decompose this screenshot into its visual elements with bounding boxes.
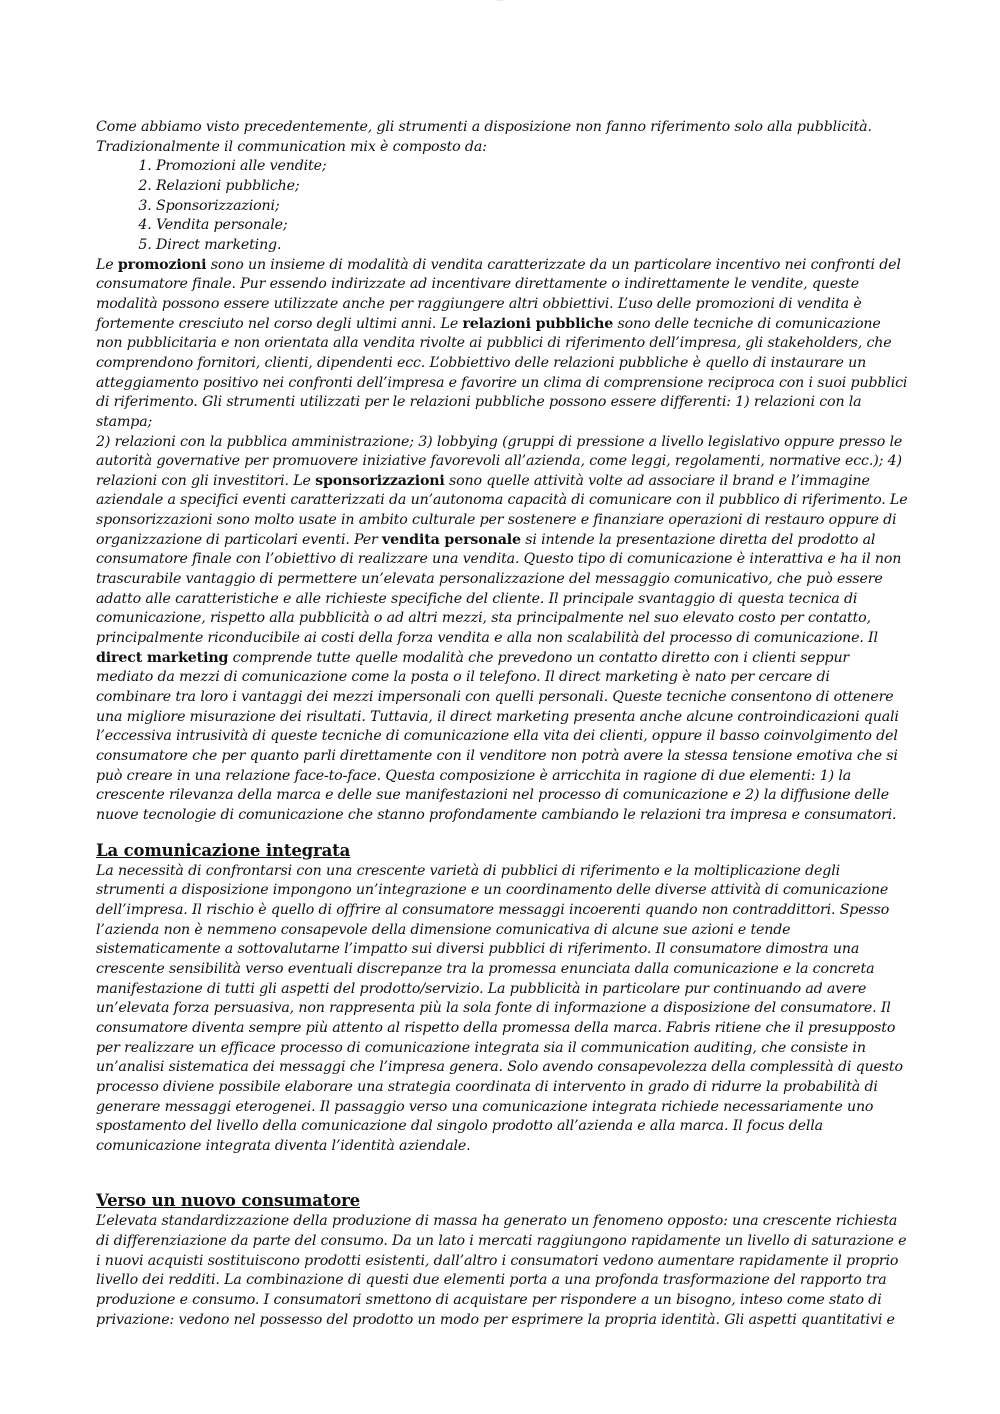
bold-term-vendita-personale: vendita personale <box>382 531 521 548</box>
bold-term-direct-marketing: direct marketing <box>96 649 229 666</box>
list-item: 5. Direct marketing. <box>156 236 908 256</box>
section-heading-nuovo-consumatore: Verso un nuovo consumatore <box>96 1191 360 1211</box>
section-heading-comunicazione-integrata: La comunicazione integrata <box>96 840 351 860</box>
list-item: 2. Relazioni pubbliche; <box>156 177 908 197</box>
intro-line-2: Tradizionalmente il communication mix è composto da: <box>96 138 487 155</box>
text-run: sono quelle attività volte ad associare il brand e l’immagine aziendale a specifici eventi caratterizzati da un’autonoma capacità di comunicare con il pubblico di riferimento. Le sponsorizzazioni sono molto usate in ambito culturale per sostenere e finanziare operazioni di restauro oppure di organizzazione di particolari eventi. Per <box>96 472 908 548</box>
text-run: Le <box>96 256 118 273</box>
document-body <box>96 118 908 1330</box>
bold-term-relazioni-pubbliche: relazioni pubbliche <box>462 315 614 332</box>
text-run: sono delle tecniche di comunicazione non pubblicitaria e non orientata alla vendita rivolte ai pubblici di riferimento dell’impresa, gli stakeholders, che comprendono fornitori, clienti, dipendenti ecc. L’obbiettivo delle relazioni pubbliche è quello di instaurare un atteggiamento positivo nei confronti dell’impresa e favorire un clima di comprensione reciproca con i suoi pubblici di riferimento. Gli strumenti utilizzati per le relazioni pubbliche possono essere differenti: 1) relazioni con la stampa; <box>96 315 908 430</box>
list-item: 1. Promozioni alle vendite; <box>156 157 908 177</box>
text-run: 2) relazioni con la pubblica amministrazione; 3) lobbying (gruppi di pressione a livello legislativo oppure presso le autorità governative per promuovere iniziative favorevoli all’azienda, come leggi, regolamenti, normative ecc.); 4) relazioni con gli investitori. Le <box>96 433 903 489</box>
text-run: si intende la presentazione diretta del prodotto al consumatore finale con l’obiettivo di realizzare una vendita. Questo tipo di comunicazione è interattiva e ha il non trascurabile vantaggio di permettere un’elevata personalizzazione del messaggio comunicativo, che può essere adatto alle caratteristiche e alle richieste specifiche del cliente. Il principale svantaggio di questa tecnica di comunicazione, rispetto alla pubblicità o ad altri mezzi, sta principalmente nel suo elevato costo per contatto, principalmente riconducibile ai costi della forza vendita e alla non scalabilità del processo di comunicazione. Il <box>96 531 902 647</box>
paragraph-sponsorizzazioni <box>96 433 908 826</box>
page-header-mark: ---------- <box>496 0 504 2</box>
list-item: 4. Vendita personale; <box>156 216 908 236</box>
text-run: sono un insieme di modalità di vendita caratterizzate da un particolare incentivo nei confronti del consumatore finale. Pur essendo indirizzate ad incentivare direttamente o indirettamente le vendite, queste modalità possono essere utilizzate anche per raggiungere altri obbiettivi. L’uso delle promozioni di vendita è fortemente cresciuto nel corso degli ultimi anni. Le <box>96 256 901 332</box>
text-run: comprende tutte quelle modalità che prevedono un contatto diretto con i clienti seppur mediato da mezzi di comunicazione come la posta o il telefono. Il direct marketing è nato per cercare di combinare tra loro i vantaggi dei mezzi impersonali con quelli personali. Queste tecniche consentono di ottenere una migliore misurazione dei risultati. Tuttavia, il direct marketing presenta anche alcune controindicazioni quali l’eccessiva intrusività di queste tecniche di comunicazione ella vita dei clienti, oppure il basso coinvolgimento del consumatore che per quanto parli direttamente con il venditore non potrà avere la stessa tensione emotiva che si può creare in una relazione face-to-face. Questa composizione è arricchita in ragione di due elementi: 1) la crescente rilevanza della marca e delle sue manifestazioni nel processo di comunicazione e 2) la diffusione delle nuove tecnologie di comunicazione che stanno profondamente cambiando le relazioni tra impresa e consumatori. <box>96 649 899 823</box>
bold-term-sponsorizzazioni: sponsorizzazioni <box>315 472 445 489</box>
paragraph-promozioni <box>96 256 908 433</box>
intro-line-1: Come abbiamo visto precedentemente, gli strumenti a disposizione non fanno riferimento solo alla pubblicità. <box>96 119 872 135</box>
list-item: 3. Sponsorizzazioni; <box>156 197 908 217</box>
communication-mix-list <box>96 157 908 255</box>
bold-term-promozioni: promozioni <box>117 256 207 273</box>
paragraph-nuovo-consumatore: L’elevata standardizzazione della produzione di massa ha generato un fenomeno opposto: una crescente richiesta di differenziazione da parte del consumo. Da un lato i mercati raggiungono rapidamente un livello di saturazione e i nuovi acquisti sostituiscono prodotti esistenti, dall’altro i consumatori vedono aumentare rapidamente il proprio livello dei redditi. La combinazione di questi due elementi porta a una profonda trasformazione del rapporto tra produzione e consumo. I consumatori smettono di acquistare per rispondere a un bisogno, inteso come stato di privazione: vedono nel possesso del prodotto un modo per esprimere la propria identità. Gli aspetti quantitativi e <box>96 1213 907 1328</box>
paragraph-comunicazione-integrata: La necessità di confrontarsi con una crescente varietà di pubblici di riferimento e la moltiplicazione degli strumenti a disposizione impongono un’integrazione e un coordinamento delle diverse attività di comunicazione dell’impresa. Il rischio è quello di offrire al consumatore messaggi incoerenti quando non contraddittori. Spesso l’azienda non è nemmeno consapevole della dimensione comunicativa di alcune sue azioni e tende sistematicamente a sottovalutarne l’impatto sui diversi pubblici di riferimento. Il consumatore dimostra una crescente sensibilità verso eventuali discrepanze tra la promessa enunciata dalla comunicazione e la concreta manifestazione di tutti gli aspetti del prodotto/servizio. La pubblicità in particolare pur continuando ad avere un’elevata forza persuasiva, non rappresenta più la sola fonte di informazione a disposizione del consumatore. Il consumatore diventa sempre più attento al rispetto della promessa della marca. Fabris ritiene che il presupposto per realizzare un efficace processo di comunicazione integrata sia il communication auditing, che consiste in un’analisi sistematica dei messaggi che l’impresa genera. Solo avendo consapevolezza della complessità di questo processo diviene possibile elaborare una strategia coordinata di intervento in grado di ridurre la probabilità di generare messaggi eterogenei. Il passaggio verso una comunicazione integrata richiede necessariamente uno spostamento del livello della comunicazione dal singolo prodotto all’azienda e alla marca. Il focus della comunicazione integrata diventa l’identità aziendale. <box>96 862 903 1154</box>
